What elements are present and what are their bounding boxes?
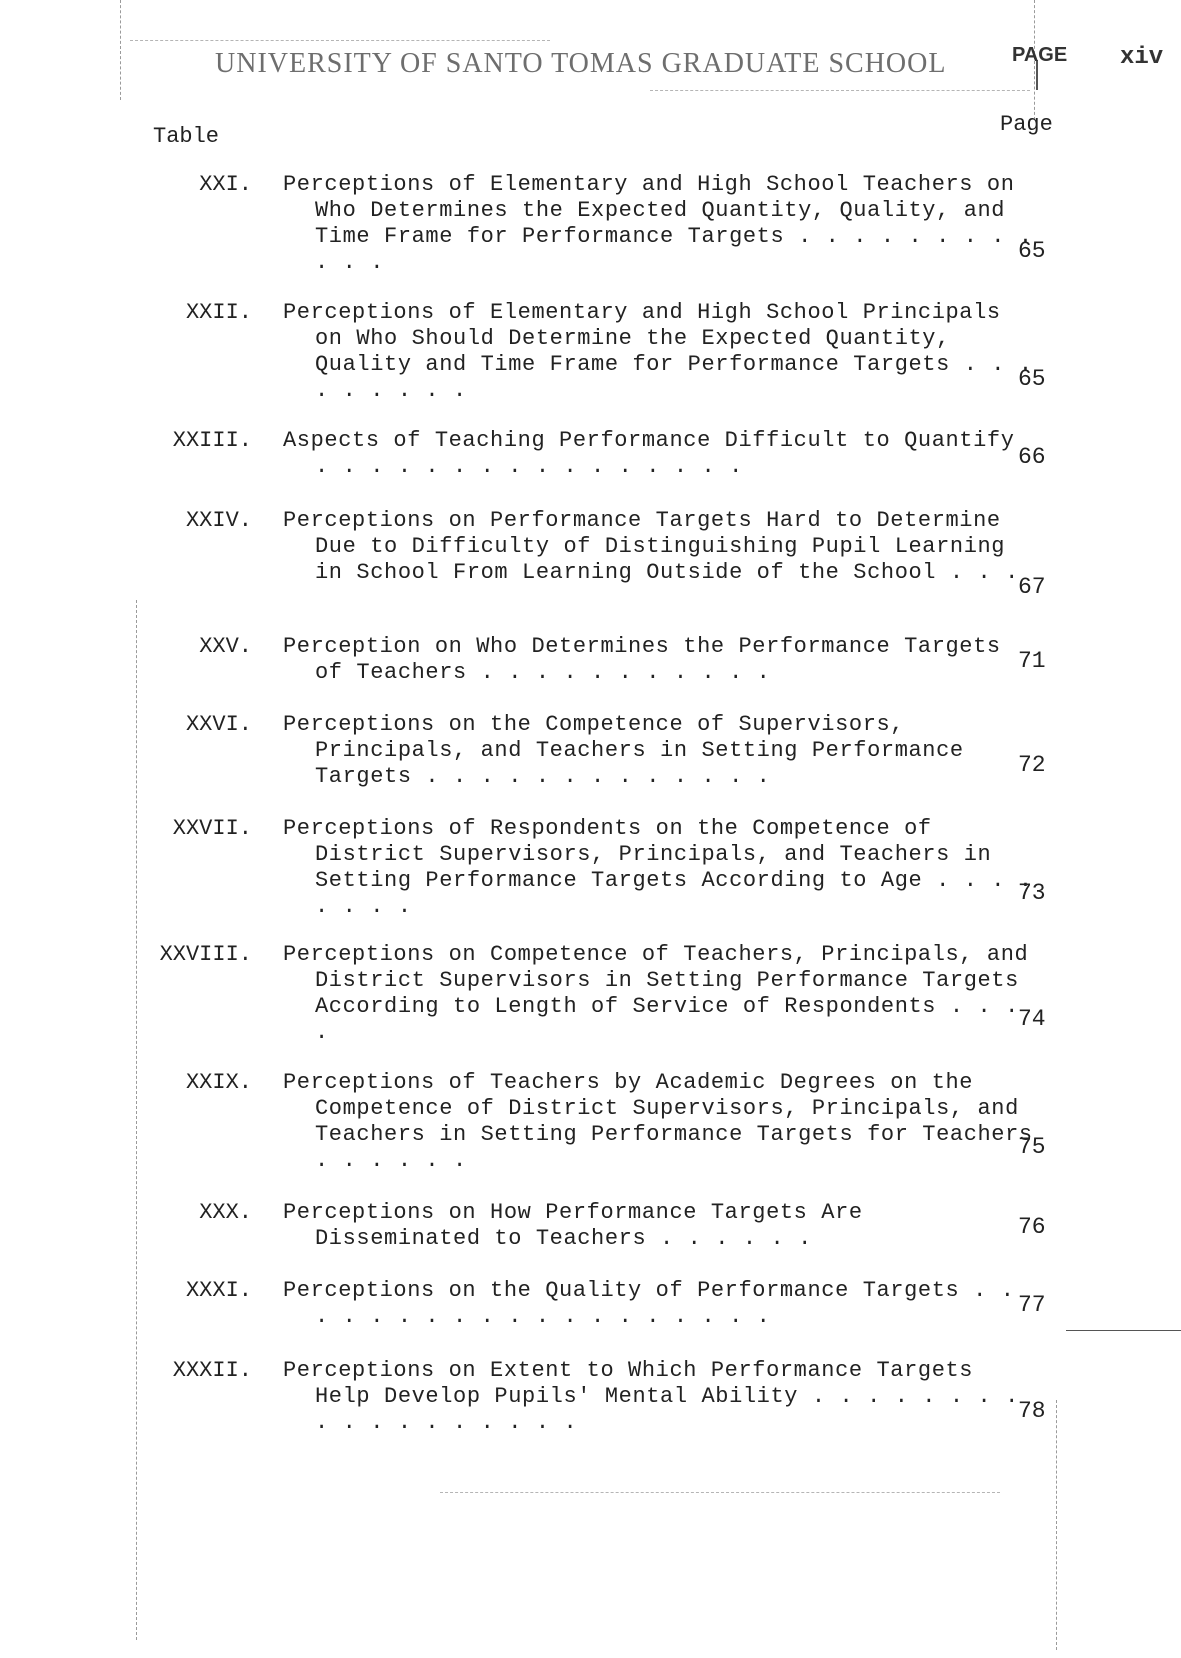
bottom-rule: [440, 1492, 1000, 1493]
list-item: [0, 712, 1181, 816]
table-numeral: XXVII.: [172, 816, 252, 841]
list-item: [0, 816, 1181, 942]
table-numeral: XXVIII.: [159, 942, 252, 967]
table-of-contents-list: [0, 172, 1181, 1458]
list-item: [0, 428, 1181, 508]
list-item: [0, 300, 1181, 428]
table-title: Aspects of Teaching Performance Difficult to Quantify . . . . . . . . . . . . . . . .: [283, 428, 1015, 479]
page-label: PAGE: [1012, 44, 1068, 66]
table-numeral: XXV.: [199, 634, 252, 659]
table-title: Perceptions on Competence of Teachers, Principals, and District Supervisors in Setting Performance Targets According to Length of Service of Respondents . . . .: [283, 942, 1029, 1045]
header-underline: [650, 90, 1030, 91]
list-item: [0, 1070, 1181, 1200]
table-numeral: XXIX.: [185, 1070, 252, 1095]
table-numeral: XXXII.: [172, 1358, 252, 1383]
page-reference: 71: [1018, 648, 1046, 674]
table-numeral: XXX.: [199, 1200, 252, 1225]
list-item: [0, 172, 1181, 300]
table-numeral: XXXI.: [185, 1278, 252, 1303]
page-reference: 75: [1018, 1134, 1046, 1160]
table-numeral: XXI.: [199, 172, 252, 197]
page-reference: 78: [1018, 1398, 1046, 1424]
page-reference: 77: [1018, 1292, 1046, 1318]
page-reference: 73: [1018, 880, 1046, 906]
table-title: Perception on Who Determines the Performance Targets of Teachers . . . . . . . . . . .: [283, 634, 1001, 685]
table-title: Perceptions of Elementary and High School Principals on Who Should Determine the Expected Quantity, Quality and Time Frame for Performance Targets . . . . . . . . .: [283, 300, 1033, 403]
list-item: [0, 1358, 1181, 1458]
page-reference: 65: [1018, 366, 1046, 392]
table-numeral: XXVI.: [185, 712, 252, 737]
table-numeral: XXII.: [185, 300, 252, 325]
list-item: [0, 634, 1181, 712]
page-reference: 74: [1018, 1006, 1046, 1032]
page-reference: 65: [1018, 238, 1046, 264]
page-reference: 76: [1018, 1214, 1046, 1240]
list-item: [0, 1200, 1181, 1278]
table-title: Perceptions of Elementary and High School Teachers on Who Determines the Expected Quantity, Quality, and Time Frame for Performance Targets . . . . . . . . . . . .: [283, 172, 1033, 275]
table-title: Perceptions of Respondents on the Competence of District Supervisors, Principals, and Teachers in Setting Performance Targets According to Age . . . . . . . .: [283, 816, 1033, 919]
left-margin-rule: [120, 0, 121, 100]
table-title: Perceptions on Performance Targets Hard to Determine Due to Difficulty of Distinguishing Pupil Learning in School From Learning Outside of the School . . .: [283, 508, 1019, 585]
table-numeral: XXIII.: [172, 428, 252, 453]
page-reference: 67: [1018, 574, 1046, 600]
top-rule: [130, 40, 550, 41]
page-reference: 66: [1018, 444, 1046, 470]
document-header-title: UNIVERSITY OF SANTO TOMAS GRADUATE SCHOOL: [215, 48, 947, 79]
table-title: Perceptions on How Performance Targets Are Disseminated to Teachers . . . . . .: [283, 1200, 863, 1251]
table-title: Perceptions on the Quality of Performance Targets . . . . . . . . . . . . . . . . . . .: [283, 1278, 1015, 1329]
list-item: [0, 1278, 1181, 1358]
table-title: Perceptions on the Competence of Supervisors, Principals, and Teachers in Setting Performance Targets . . . . . . . . . . . . .: [283, 712, 964, 789]
list-item: [0, 942, 1181, 1070]
column-header-page: Page: [1000, 112, 1053, 137]
list-item: [0, 508, 1181, 634]
roman-page-number: xiv: [1120, 44, 1164, 71]
table-numeral: XXIV.: [185, 508, 252, 533]
column-header-table: Table: [153, 124, 220, 149]
page-reference: 72: [1018, 752, 1046, 778]
table-title: Perceptions of Teachers by Academic Degrees on the Competence of District Supervisors, Principals, and Teachers in Setting Performance Targets for Teachers . . . . . .: [283, 1070, 1033, 1173]
table-title: Perceptions on Extent to Which Performance Targets Help Develop Pupils' Mental Ability . . . . . . . . . . . . . . . . . .: [283, 1358, 1019, 1435]
